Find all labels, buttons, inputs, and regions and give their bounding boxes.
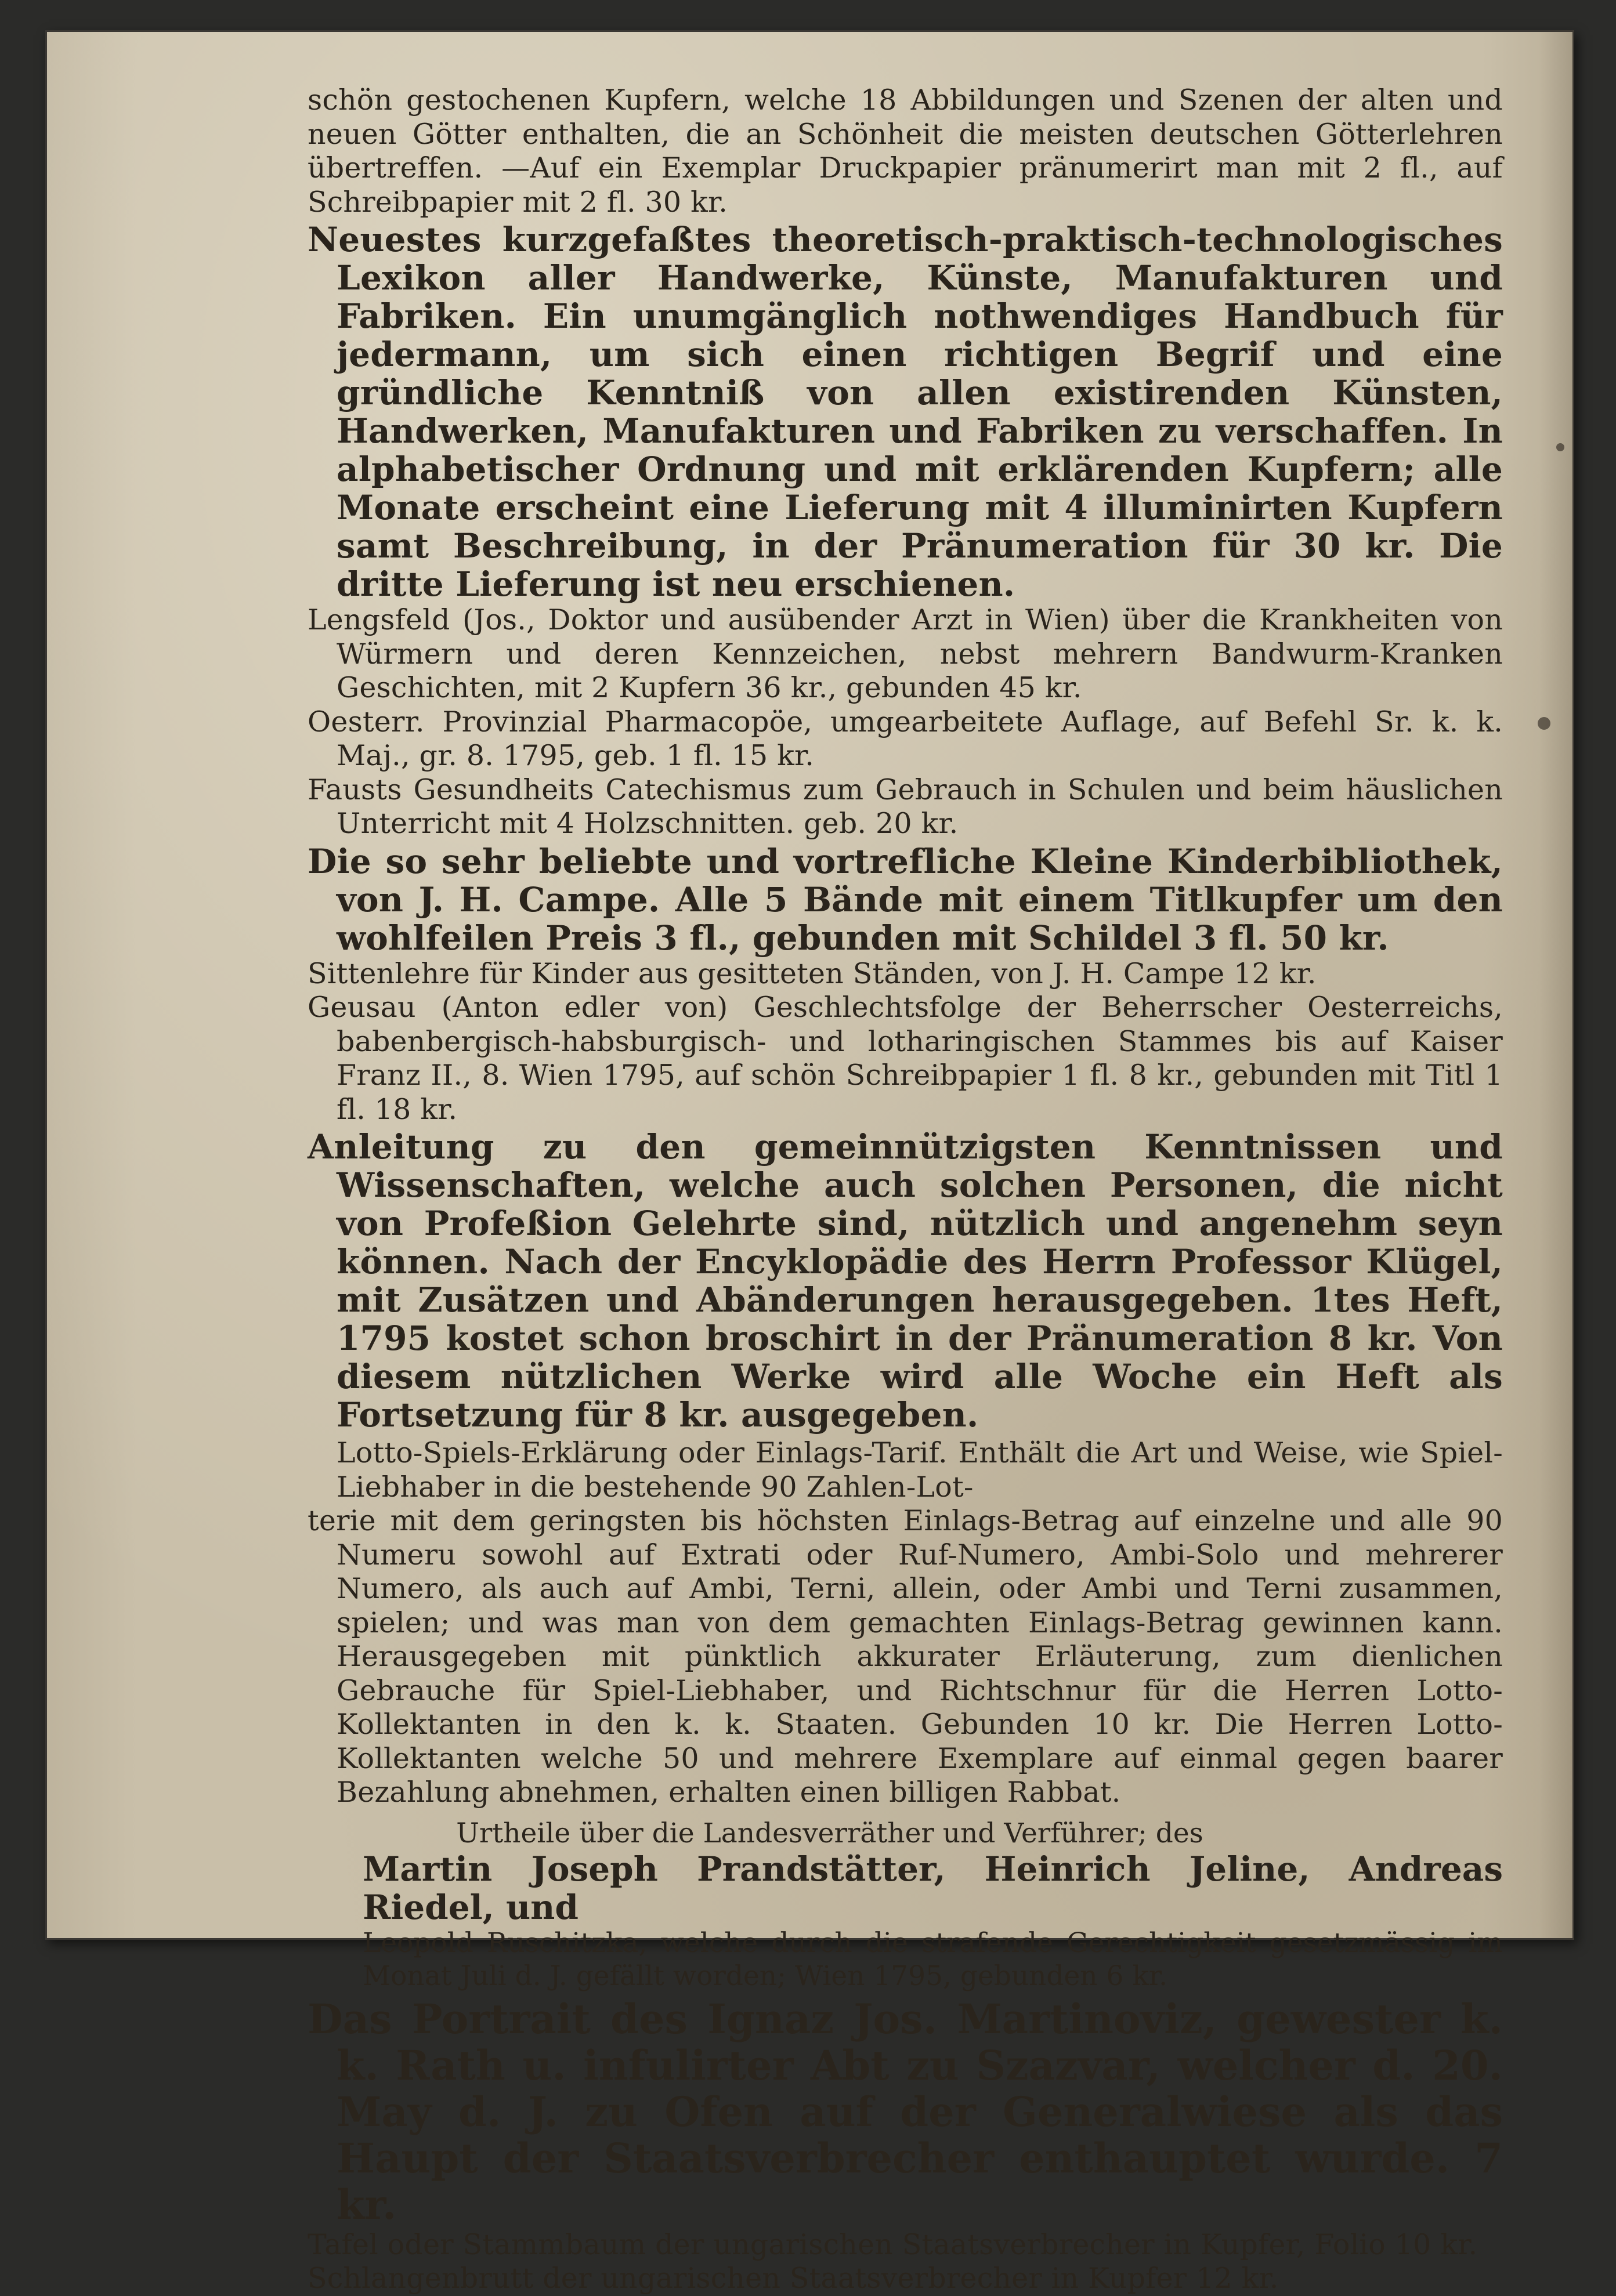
- verdict-details: Leopold Ruschitzka, welche durch die strafende Gerechtigkeit gesetzmässig im Monat Juli d. J. gefällt worden; Wien 1795, gebunden 6 kr.: [363, 1926, 1503, 1992]
- entry-geusau: Geusau (Anton edler von) Geschlechtsfolge der Beherrscher Oesterreichs, babenbergisch-habsburgisch- und lotharingischen Stammes bis auf Kaiser Franz II., 8. Wien 1795, auf schön Schreibpapier 1 fl. 8 kr., gebunden mit Titl 1 fl. 18 kr.: [308, 991, 1503, 1126]
- paper-edge-shadow: [1539, 30, 1574, 1940]
- entry-kinderbibliothek: Die so sehr beliebte und vortrefliche Kleine Kinderbibliothek, von J. H. Campe. Alle 5 Bände mit einem Titlkupfer um den wohlfeilen Preis 3 fl., gebunden mit Schildel 3 fl. 50 kr.: [308, 841, 1503, 958]
- entry-lotto-body: Lotto-Spiels-Erklärung oder Einlags-Tarif. Enthält die Art und Weise, wie Spiel-Liebhaber in die bestehende 90 Zahlen-Lot-: [337, 1436, 1503, 1504]
- entry-lexikon: Neuestes kurzgefaßtes theoretisch-praktisch-technologisches Lexikon aller Handwerke, Künste, Manufakturen und Fabriken. Ein unumgänglich nothwendiges Handbuch für jedermann, um sich einen richtigen Begrif und eine gründliche Kenntniß von allen existirenden Künsten, Handwerken, Manufakturen und Fabriken zu verschaffen. In alphabetischer Ordnung und mit erklärenden Kupfern; alle Monate erscheint eine Lieferung mit 4 illuminirten Kupfern samt Beschreibung, in der Pränumeration für 30 kr. Die dritte Lieferung ist neu erschienen.: [308, 220, 1503, 604]
- ink-spot: [1556, 443, 1564, 451]
- entry-sittenlehre: Sittenlehre für Kinder aus gesitteten Ständen, von J. H. Campe 12 kr.: [308, 957, 1317, 990]
- entry-lengsfeld: Lengsfeld (Jos., Doktor und ausübender Arzt in Wien) über die Krankheiten von Würmern und deren Kennzeichen, nebst mehrern Bandwurm-Kranken Geschichten, mit 2 Kupfern 36 kr., gebunden 45 kr.: [308, 603, 1503, 704]
- entry-tafel: Tafel oder Stammbaum der ungarischen Staatsverbrecher in Kupfer, Folio 10 kr.: [308, 2228, 1478, 2261]
- entry-schlangenbrutt: Schlangenbrutt der ungarischen Staatsverbrecher in Kupfer 12 kr.: [308, 2262, 1279, 2295]
- document-page: [45, 30, 1574, 2295]
- entry-pharmacopoe: Oesterr. Provinzial Pharmacopöe, umgearbeitete Auflage, auf Befehl Sr. k. k. Maj., gr. 8. 1795, geb. 1 fl. 15 kr.: [308, 705, 1503, 772]
- verdict-heading: Urtheile über die Landesverräther und Verführer; des: [456, 1817, 1203, 1849]
- entry-lotto-spieler: terie mit dem geringsten bis höchsten Einlags-Betrag auf einzelne und alle 90 Numeru sowohl auf Extrati oder Ruf-Numero, Ambi-Solo und mehrerer Numero, als auch auf Ambi, Terni, allein, oder Ambi und Terni zusammen, spielen; und was man von dem gemachten Einlags-Betrag gewinnen kann. Herausgegeben mit pünktlich akkurater Erläuterung, zum dienlichen Gebrauche für Spiel-Liebhaber, und Richtschnur für die Herren Lotto-Kollektanten in den k. k. Staaten. Gebunden 10 kr. Die Herren Lotto-Kollektanten welche 50 und mehrere Exemplare auf einmal gegen baarer Bezahlung abnehmen, erhalten einen billigen Rabbat.: [308, 1504, 1503, 1809]
- verdict-notice: [308, 1817, 1503, 1993]
- entry-continued: schön gestochenen Kupfern, welche 18 Abbildungen und Szenen der alten und neuen Götter enthalten, die an Schönheit die meisten deutschen Götterlehren übertreffen. —Auf ein Exemplar Druckpapier pränumerirt man mit 2 fl., auf Schreibpapier mit 2 fl. 30 kr.: [308, 84, 1503, 219]
- entry-portrait: Das Portrait des Ignaz Jos. Martinoviz, gewester k. k. Rath u. infulirter Abt zu Szazvar, welcher d. 20. May d. J. zu Ofen auf der Generalwiese als das Haupt der Staatsverbrecher enthauptet wurde. 7 kr.: [308, 1994, 1503, 2229]
- text-column: [308, 84, 1503, 2296]
- verdict-names: Martin Joseph Prandstätter, Heinrich Jeline, Andreas Riedel, und: [363, 1849, 1503, 1927]
- entry-anleitung: Anleitung zu den gemeinnützigsten Kenntnissen und Wissenschaften, welche auch solchen Personen, die nicht von Profeßion Gelehrte sind, nützlich und angenehm seyn können. Nach der Encyklopädie des Herrn Professor Klügel, mit Zusätzen und Abänderungen herausgegeben. 1tes Heft, 1795 kostet schon broschirt in der Pränumeration 8 kr. Von diesem nützlichen Werke wird alle Woche ein Heft als Fortsetzung für 8 kr. ausgegeben.: [308, 1127, 1503, 1435]
- ink-spot: [1538, 717, 1550, 730]
- entry-catechismus: Fausts Gesundheits Catechismus zum Gebrauch in Schulen und beim häuslichen Unterricht mit 4 Holzschnitten. geb. 20 kr.: [308, 773, 1503, 840]
